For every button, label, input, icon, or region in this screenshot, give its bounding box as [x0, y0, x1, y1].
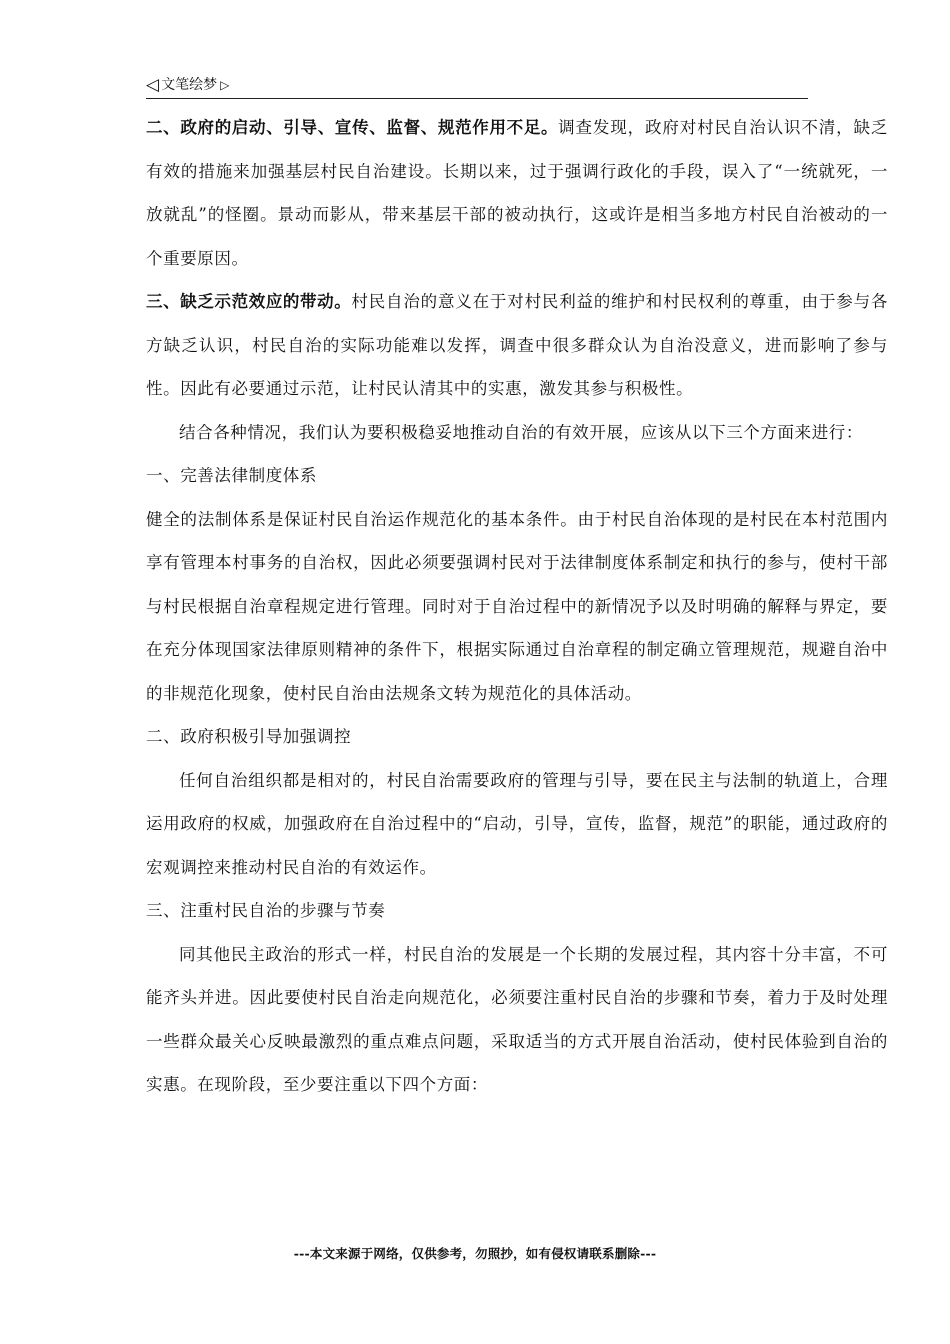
- paragraph-steps-rhythm: 同其他民主政治的形式一样，村民自治的发展是一个长期的发展过程，其内容十分丰富，不可能齐头并进。因此要使村民自治走向规范化，必须要注重村民自治的步骤和节奏，着力于及时处理一些群众最关心反映最激烈的重点难点问题，采取适当的方式开展自治活动，使村民体验到自治的实惠。在现阶段，至少要注重以下四个方面：: [146, 944, 888, 1094]
- section-heading-legal-system: 一、完善法律制度体系: [146, 466, 317, 485]
- left-triangle-icon: ◁: [146, 75, 160, 95]
- paragraph-government-guidance: 任何自治组织都是相对的，村民自治需要政府的管理与引导，要在民主与法制的轨道上，合理运用政府的权威，加强政府在自治过程中的“启动，引导，宣传，监督，规范”的职能，通过政府的宏观调控来推动村民自治的有效运作。: [146, 770, 888, 877]
- paragraph-summary: 结合各种情况，我们认为要积极稳妥地推动自治的有效开展，应该从以下三个方面来进行：: [179, 422, 863, 442]
- page-header: [146, 74, 808, 99]
- paragraph-lead: 二、政府的启动、引导、宣传、监督、规范作用不足。: [146, 118, 559, 137]
- paragraph-government-role: [146, 106, 888, 280]
- paragraph-text: 调查发现，政府对村民自治认识不清，缺乏有效的措施来加强基层村民自治建设。长期以来，过于强调行政化的手段，误入了“一统就死，一放就乱”的怪圈。景动而影从，带来基层干部的被动执行，这或许是相当多地方村民自治被动的一个重要原因。: [146, 118, 888, 268]
- section-heading-steps-rhythm: 三、注重村民自治的步骤与节奏: [146, 901, 386, 920]
- paragraph-legal-system: 健全的法制体系是保证村民自治运作规范化的基本条件。由于村民自治体现的是村民在本村范围内享有管理本村事务的自治权，因此必须要强调村民对于法律制度体系制定和执行的参与，使村干部与村民根据自治章程规定进行管理。同时对于自治过程中的新情况予以及时明确的解释与界定，要在充分体现国家法律原则精神的条件下，根据实际通过自治章程的制定确立管理规范，规避自治中的非规范化现象，使村民自治由法规条文转为规范化的具体活动。: [146, 509, 888, 703]
- footer-notice: ---本文来源于网络，仅供参考，勿照抄，如有侵权请联系删除---: [293, 1246, 657, 1261]
- paragraph-text: 村民自治的意义在于对村民利益的维护和村民权利的尊重，由于参与各方缺乏认识，村民自治的实际功能难以发挥，调查中很多群众认为自治没意义，进而影响了参与性。因此有必要通过示范，让村民认清其中的实惠，激发其参与积极性。: [146, 292, 888, 398]
- section-heading-government-guidance: 二、政府积极引导加强调控: [146, 727, 352, 746]
- document-body: [146, 106, 888, 1107]
- header-brand: 文笔绘梦: [161, 77, 218, 93]
- paragraph-demonstration: [146, 280, 888, 411]
- paragraph-lead: 三、缺乏示范效应的带动。: [146, 292, 352, 311]
- right-triangle-icon: ▷: [220, 78, 230, 92]
